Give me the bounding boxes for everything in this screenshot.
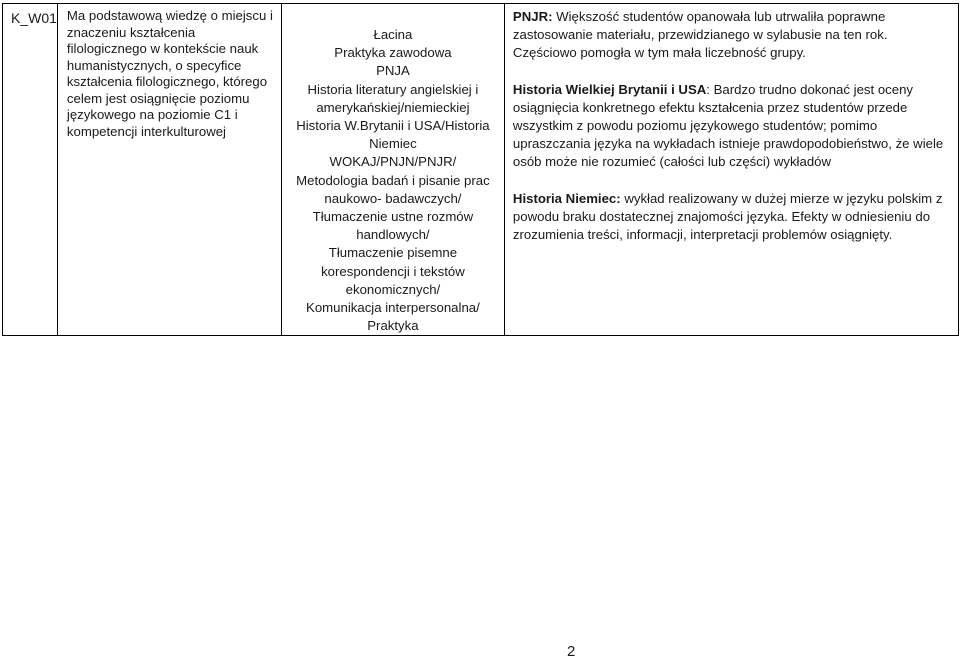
list-item: Metodologia badań i pisanie prac (296, 172, 490, 188)
comment-term-separator: : (548, 9, 553, 24)
outcome-description-cell (57, 4, 281, 336)
comment-text: Większość studentów opanowała lub utrwaliła poprawne zastosowanie materiału, przewidzianego w sylabusie na ten rok. Częściowo pomogła w tym mała liczebność grupy. (512, 9, 888, 61)
list-item: korespondencji i tekstów (321, 263, 465, 279)
list-item: WOKAJ/PNJN/PNJR/ (329, 154, 457, 170)
page-number: 2 (567, 643, 576, 660)
list-item: handlowych/ (356, 227, 430, 243)
learning-outcomes-table (2, 3, 959, 336)
list-item: Historia literatury angielskiej i (307, 81, 479, 97)
list-item: Praktyka (367, 318, 419, 334)
comment-term-separator: : (706, 81, 710, 97)
courses-cell (281, 4, 504, 336)
list-item: Niemiec (369, 136, 417, 152)
list-item: PNJA (376, 63, 410, 79)
outcome-description: Ma podstawową wiedzę o miejscu i znaczeniu kształcenia filologicznego w kontekście nauk humanistycznych, o specyfice kształcenia filologicznego, którego celem jest osiągnięcie poziomu językowego na poziomie C1 i kompetencji interkulturowej (66, 8, 273, 139)
list-item: Praktyka zawodowa (334, 45, 452, 61)
comment-historia-niemiec (513, 190, 952, 245)
comment-text: Bardzo trudno dokonać jest oceny osiągnięcia konkretnego efektu kształcenia przez studentów przede wszystkim z powodu poziomu językowego studentów; pomimo upraszczania języka na wykładach istnieje prawdopodobieństwo, że wiele osób może nie rozumieć (całości lub części) wykładów (512, 81, 944, 170)
list-item: Historia W.Brytanii i USA/Historia (296, 118, 490, 134)
comment-term: Historia Niemiec: (512, 190, 621, 206)
comment-pnjr (513, 8, 952, 63)
table-row (3, 4, 959, 336)
list-item: Komunikacja interpersonalna/ (306, 300, 480, 316)
comment-term: Historia Wielkiej Brytanii i USA (512, 81, 707, 97)
comments (505, 4, 958, 244)
comment-term: PNJR (512, 9, 549, 24)
list-item: Łacina (373, 27, 413, 42)
comment-historia-wb-usa (513, 81, 952, 172)
list-item: Tłumaczenie pisemne (328, 245, 458, 261)
outcome-code-cell (3, 4, 58, 336)
list-item: Tłumaczenie ustne rozmów (312, 209, 474, 225)
course-list (282, 4, 504, 335)
outcome-code: K_W01 (11, 10, 57, 26)
comments-cell (504, 4, 958, 336)
list-item: amerykańskiej/niemieckiej (316, 99, 470, 115)
comment-text: wykład realizowany w dużej mierze w języku polskim z powodu braku dostatecznej znajomości języka. Efekty w odniesieniu do zrozumienia treści, informacji, interpretacji problemów osiągnięty. (512, 190, 943, 243)
list-item: naukowo- badawczych/ (324, 190, 462, 206)
list-item: ekonomicznych/ (345, 281, 441, 297)
